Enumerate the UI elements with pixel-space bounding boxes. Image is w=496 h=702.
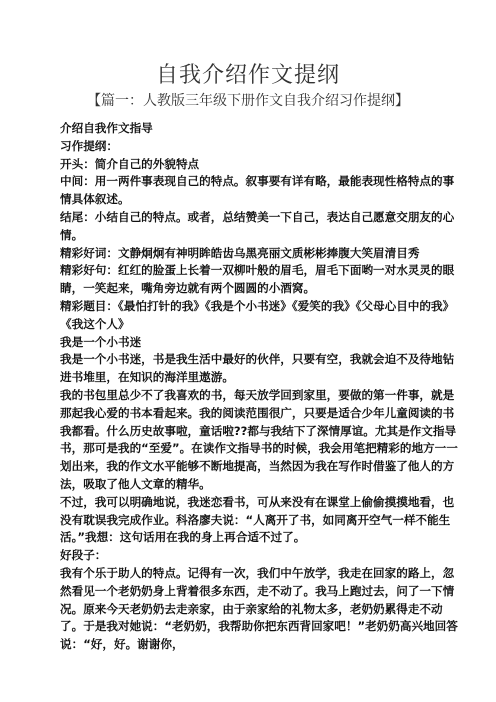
paragraph: 我有个乐于助人的特点。记得有一次，我们中午放学，我走在回家的路上，忽然看见一个老奶奶身上背着很多东西，走不动了。我马上跑过去，问了一下情况。原来今天老奶奶去走亲家，由于亲家给的礼物太多，老奶奶累得走不动了。于是我对她说：“老奶奶，我帮助你把东西背回家吧！”老奶奶高兴地回答说：“好，好。谢谢你，: [60, 565, 458, 652]
document-title: 自我介绍作文提纲: [155, 63, 340, 88]
document-body: [60, 120, 460, 654]
paragraph: 介绍自我作文指导: [60, 121, 153, 135]
paragraph: 精彩好词：文静炯炯有神明眸皓齿乌黑亮丽文质彬彬捧腹大笑眉清目秀: [60, 245, 420, 260]
paragraph: 习作提纲：: [60, 138, 118, 153]
paragraph: 中间：用一两件事表现自己的特点。叙事要有详有略，最能表现性格特点的事情具体叙述。: [60, 174, 455, 207]
paragraph: 精彩题目：《最怕打针的我》《我是个小书迷》《爱笑的我》《父母心目中的我》《我这个人》: [60, 298, 455, 331]
paragraph: 结尾：小结自己的特点。或者，总结赞美一下自己，表达自己愿意交朋友的心情。: [60, 209, 455, 242]
paragraph: 开头：简介自己的外貌特点: [60, 156, 200, 171]
paragraph: 不过，我可以明确地说，我迷恋看书，可从来没有在课堂上偷偷摸摸地看，也没有耽误我完成作业。科洛廖夫说：“人离开了书，如同离开空气一样不能生活。”我想：这句话用在我的身上再合适不过了。: [60, 494, 455, 545]
paragraph: 我的书包里总少不了我喜欢的书，每天放学回到家里，要做的第一件事，就是那起我心爱的书本看起来。我的阅读范围很广，只要是适合少年儿童阅读的书我都看。什么历史故事啦，童话啦??都与我结下了深情厚谊。尤其是作文指导书，那可是我的“至爱”。在读作文指导书的时候，我会用笔把精彩的地方一一划出来，我的作文水平能够不断地提高，当然因为我在写作时借鉴了他人的方法，吸取了他人文章的精华。: [60, 387, 458, 491]
paragraph: 我是一个小书迷: [60, 334, 142, 349]
document-subtitle: 【篇一：人教版三年级下册作文自我介绍习作提纲】: [87, 93, 409, 109]
paragraph: 好段子：: [60, 548, 107, 563]
paragraph: 我是一个小书迷，书是我生活中最好的伙伴，只要有空，我就会迫不及待地钻进书堆里，在知识的海洋里遨游。: [60, 352, 455, 385]
paragraph: 精彩好句：红红的脸蛋上长着一双柳叶般的眉毛，眉毛下面哟一对水灵灵的眼睛，一笑起来，嘴角旁边就有两个圆圆的小酒窝。: [60, 263, 455, 296]
